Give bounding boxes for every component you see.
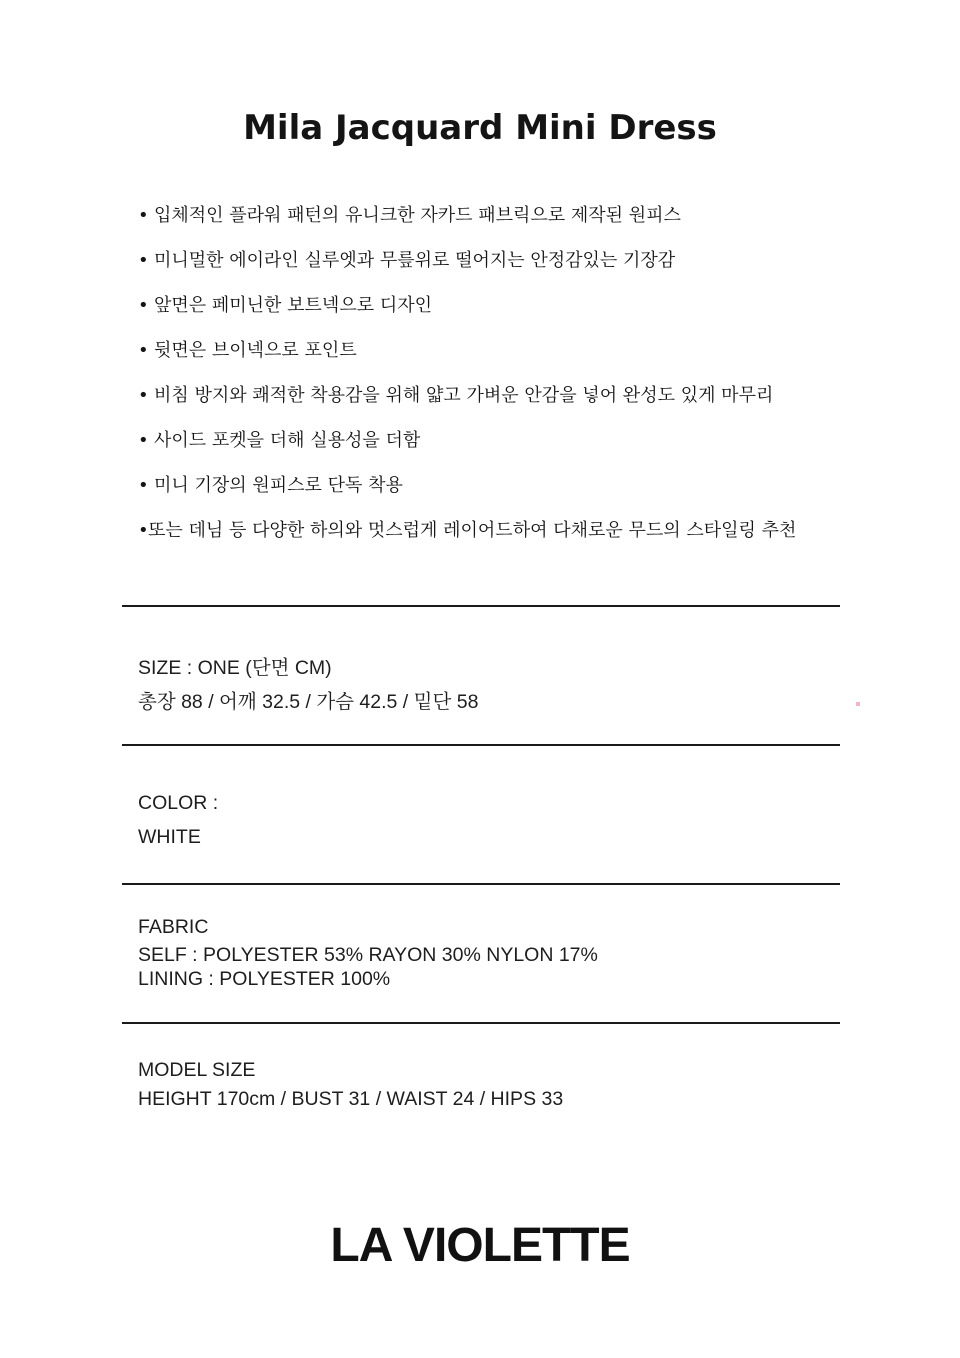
feature-item <box>138 198 796 243</box>
bullet-dot: • <box>138 475 149 496</box>
feature-item <box>138 243 796 288</box>
fabric-self: SELF : POLYESTER 53% RAYON 30% NYLON 17% <box>138 944 598 966</box>
bullet-dot: • <box>138 205 149 226</box>
feature-item <box>138 513 796 558</box>
color-value: WHITE <box>138 826 201 848</box>
divider <box>122 883 840 885</box>
decorative-dot <box>856 702 860 706</box>
color-heading: COLOR : <box>138 792 219 814</box>
feature-item <box>138 288 796 333</box>
model-heading: MODEL SIZE <box>138 1059 256 1081</box>
divider <box>122 605 840 607</box>
bullet-dot: • <box>138 250 149 271</box>
size-values: 총장 88 / 어깨 32.5 / 가슴 42.5 / 밑단 58 <box>138 691 479 713</box>
feature-text: 미니 기장의 원피스로 단독 착용 <box>154 475 403 496</box>
feature-text: 입체적인 플라워 패턴의 유니크한 자카드 패브릭으로 제작된 원피스 <box>154 205 681 226</box>
feature-text: 미니멀한 에이라인 실루엣과 무릎위로 떨어지는 안정감있는 기장감 <box>154 250 676 271</box>
feature-list <box>138 198 796 558</box>
feature-text: 비침 방지와 쾌적한 착용감을 위해 얇고 가벼운 안감을 넣어 완성도 있게 마무리 <box>154 385 774 406</box>
feature-text: 또는 데님 등 다양한 하의와 멋스럽게 레이어드하여 다채로운 무드의 스타일링 추천 <box>148 520 797 541</box>
feature-item <box>138 468 796 513</box>
feature-item <box>138 423 796 468</box>
brand-logo: LA VIOLETTE <box>330 1219 630 1272</box>
feature-item <box>138 378 796 423</box>
product-title: Mila Jacquard Mini Dress <box>243 108 717 148</box>
feature-text: 뒷면은 브이넥으로 포인트 <box>154 340 357 361</box>
bullet-dot: • <box>138 520 149 541</box>
bullet-dot: • <box>138 430 149 451</box>
feature-text: 앞면은 페미닌한 보트넥으로 디자인 <box>154 295 432 316</box>
feature-text: 사이드 포켓을 더해 실용성을 더함 <box>154 430 421 451</box>
feature-item <box>138 333 796 378</box>
divider <box>122 1022 840 1024</box>
size-heading: SIZE : ONE (단면 CM) <box>138 657 332 679</box>
model-values: HEIGHT 170cm / BUST 31 / WAIST 24 / HIPS 33 <box>138 1088 564 1110</box>
bullet-dot: • <box>138 295 149 316</box>
bullet-dot: • <box>138 340 149 361</box>
fabric-lining: LINING : POLYESTER 100% <box>138 968 391 990</box>
fabric-heading: FABRIC <box>138 916 209 938</box>
bullet-dot: • <box>138 385 149 406</box>
divider <box>122 744 840 746</box>
